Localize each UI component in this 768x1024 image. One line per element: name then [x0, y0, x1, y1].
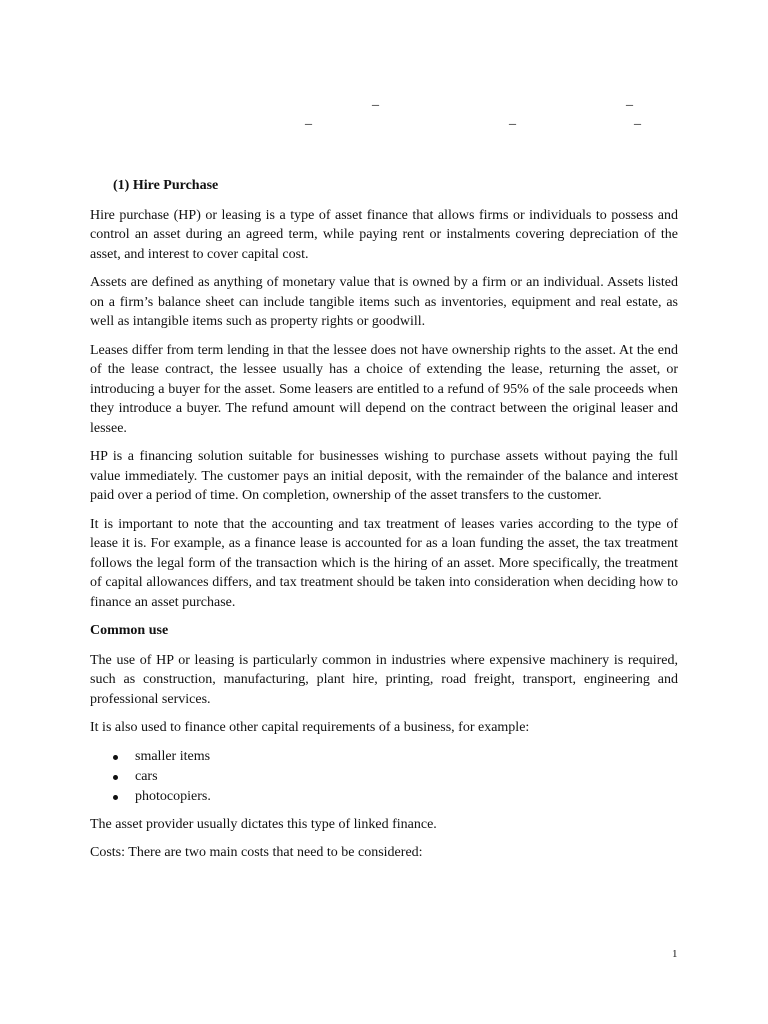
bullet-icon [113, 755, 118, 760]
list-item-text: cars [135, 768, 158, 784]
list-item-text: photocopiers. [135, 788, 211, 804]
paragraph: HP is a financing solution suitable for businesses wishing to purchase assets without paying the full value immediately. The customer pays an initial deposit, with the remainder of the balance and interest paid over a period of time. On completion, ownership of the asset transfers to the customer. [90, 449, 678, 503]
header-mark: _ [372, 93, 379, 108]
header-mark: _ [509, 112, 516, 127]
paragraph: The asset provider usually dictates this type of linked finance. [90, 816, 437, 832]
paragraph: Costs: There are two main costs that need to be considered: [90, 845, 423, 860]
list-item [90, 747, 678, 767]
list-item [90, 767, 678, 787]
bullet-icon [113, 775, 118, 780]
bullet-list [90, 747, 678, 807]
paragraph: Hire purchase (HP) or leasing is a type of asset finance that allows firms or individuals to possess and control an asset during an agreed term, while paying rent or instalments covering depreciation of the asset, and interest to cover capital cost. [90, 207, 678, 262]
header-mark: _ [626, 93, 633, 108]
page-number: 1 [672, 948, 678, 960]
list-item [90, 787, 678, 807]
section-heading: (1) Hire Purchase [113, 178, 219, 193]
paragraph: Assets are defined as anything of monetary value that is owned by a firm or an individual. Assets listed on a firm’s balance sheet can include tangible items such as inventories, equipment and real estate, as well as intangible items such as property rights or goodwill. [90, 275, 678, 329]
paragraph: It is also used to finance other capital requirements of a business, for example: [90, 720, 530, 735]
list-item-text: smaller items [135, 748, 211, 764]
header-mark: _ [305, 112, 312, 127]
paragraph: The use of HP or leasing is particularly common in industries where expensive machinery is required, such as construction, manufacturing, plant hire, printing, road freight, transport, engineering and professional services. [90, 652, 678, 707]
bullet-icon [113, 795, 118, 800]
common-use-heading: Common use [90, 623, 169, 638]
paragraph: It is important to note that the accounting and tax treatment of leases varies according to the type of lease it is. For example, as a finance lease is accounted for as a loan funding the asset, the tax treatment follows the legal form of the transaction which is the hiring of an asset. More specifically, the treatment of capital allowances differs, and tax treatment should be taken into consideration when deciding how to finance an asset purchase. [90, 516, 678, 610]
paragraph: Leases differ from term lending in that the lessee does not have ownership rights to the asset. At the end of the lease contract, the lessee usually has a choice of extending the lease, returning the asset, or introducing a buyer for the asset. Some leasers are entitled to a refund of 95% of the sale proceeds when they introduce a buyer. The refund amount will depend on the contract between the original leaser and lessee. [90, 342, 678, 436]
header-mark: _ [634, 112, 641, 127]
document-body [90, 176, 678, 872]
